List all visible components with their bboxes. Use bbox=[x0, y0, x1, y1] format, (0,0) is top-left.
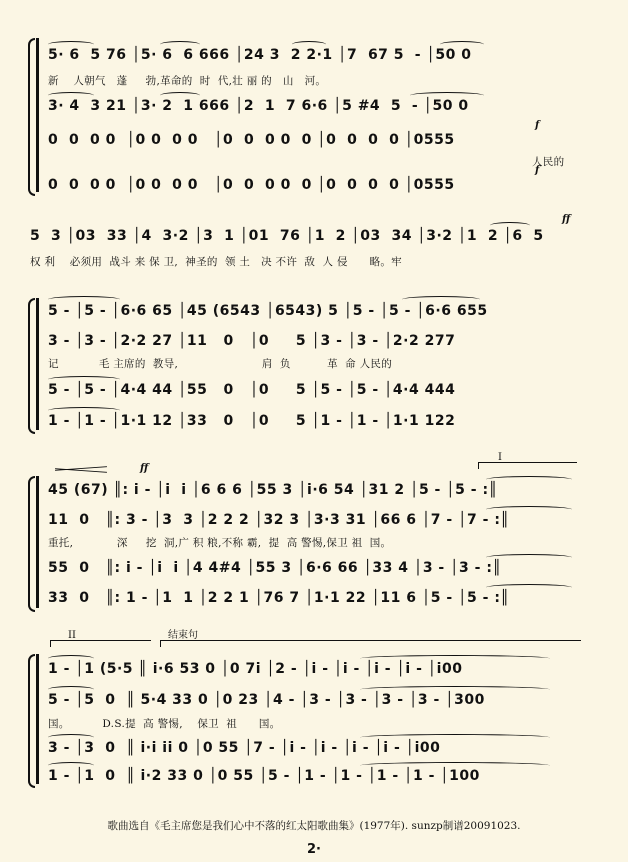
lyric-line: 新 人朝气 蓬 勃,革命的 时 代,壮 丽 的 山 河。 bbox=[48, 75, 327, 87]
dynamic-fortissimo: ff bbox=[140, 463, 149, 474]
volta-label: I bbox=[498, 452, 502, 463]
slur bbox=[486, 506, 572, 513]
notation-line: 5 - │5 - │6·6 65 │45 (6543 │6543) 5 │5 - │5 - │6·6 655 bbox=[48, 303, 488, 319]
slur bbox=[440, 41, 484, 48]
slur bbox=[48, 296, 120, 303]
slur bbox=[360, 734, 550, 741]
notation-line: 1 - │1 (5·5 ║ i·6 53 0 │0 7i │2 - │i - │i - │i - │i - │i00 bbox=[48, 661, 463, 677]
volta-bracket-1 bbox=[478, 462, 577, 469]
slur bbox=[360, 655, 550, 662]
notation-line: 3 - │3 0 ║ i·i ii 0 │0 55 │7 - │i - │i - │i - │i - │i00 bbox=[48, 740, 441, 756]
notation-line: 3 - │3 - │2·2 27 │11 0 │0 5 │3 - │3 - │2·2 277 bbox=[48, 333, 456, 349]
volta-bracket-2 bbox=[50, 640, 151, 647]
slur bbox=[490, 222, 530, 229]
system-bracket bbox=[36, 476, 39, 608]
slur bbox=[410, 92, 484, 99]
volta-label: II bbox=[68, 630, 76, 641]
notation-line: 5 - │5 0 ║ 5·4 33 0 │0 23 │4 - │3 - │3 - │3 - │3 - │300 bbox=[48, 692, 485, 708]
dynamic-forte: f bbox=[535, 165, 540, 176]
slur bbox=[48, 655, 94, 662]
notation-line: 5· 6 5 76 │5· 6 6 666 │24 3 2 2·1 │7 67 5 - │50 0 bbox=[48, 47, 472, 63]
slur bbox=[486, 584, 572, 591]
coda-label: 结束句 bbox=[168, 630, 198, 641]
slur bbox=[292, 41, 326, 48]
notation-line: 3· 4 3 21 │3· 2 1 666 │2 1 7 6·6 │5 #4 5 - │50 0 bbox=[48, 98, 469, 114]
slur bbox=[486, 554, 572, 561]
system-brace bbox=[28, 476, 35, 612]
slur bbox=[48, 407, 120, 414]
system-brace bbox=[28, 298, 35, 434]
slur bbox=[48, 734, 94, 741]
notation-line: 1 - │1 0 ║ i·2 33 0 │0 55 │5 - │1 - │1 - │1 - │1 - │100 bbox=[48, 768, 480, 784]
slur bbox=[360, 762, 550, 769]
notation-line: 33 0 ║: 1 - │1 1 │2 2 1 │76 7 │1·1 22 │11 6 │5 - │5 - :║ bbox=[48, 590, 510, 606]
notation-line: 45 (67) ║: i - │i i │6 6 6 │55 3 │i·6 54 │31 2 │5 - │5 - :║ bbox=[48, 482, 498, 498]
notation-line: 5 - │5 - │4·4 44 │55 0 │0 5 │5 - │5 - │4·4 444 bbox=[48, 382, 456, 398]
slur bbox=[48, 762, 94, 769]
slur bbox=[402, 296, 480, 303]
notation-line: 1 - │1 - │1·1 12 │33 0 │0 5 │1 - │1 - │1·1 122 bbox=[48, 413, 456, 429]
lyric-line: 重托, 深 挖 洞,广 积 粮,不称 霸, 提 高 警惕,保卫 祖 国。 bbox=[48, 537, 392, 549]
notation-line: 55 0 ║: i - │i i │4 4#4 │55 3 │6·6 66 │33 4 │3 - │3 - :║ bbox=[48, 560, 502, 576]
lyric-line: 权 利 必须用 战斗 来 保 卫, 神圣的 领 土 决 不许 敌 人 侵 略。牢 bbox=[30, 256, 402, 268]
slur bbox=[360, 686, 550, 693]
slur bbox=[160, 41, 200, 48]
lyric-line: 人民的 bbox=[532, 156, 565, 168]
system-bracket bbox=[36, 38, 39, 192]
slur bbox=[486, 476, 572, 483]
notation-line: 5 3 │03 33 │4 3·2 │3 1 │01 76 │1 2 │03 34 │3·2 │1 2 │6 5 bbox=[30, 228, 544, 244]
system-brace bbox=[28, 654, 35, 788]
system-brace bbox=[28, 38, 35, 196]
system-bracket bbox=[36, 298, 39, 430]
notation-line: 0 0 0 0 │0 0 0 0 │0 0 0 0 0 │0 0 0 0 │0555 bbox=[48, 132, 455, 148]
dynamic-fortissimo: ff bbox=[562, 214, 571, 225]
coda-bracket bbox=[160, 640, 581, 647]
notation-line: 0 0 0 0 │0 0 0 0 │0 0 0 0 0 │0 0 0 0 │0555 bbox=[48, 177, 455, 193]
slur bbox=[48, 686, 94, 693]
notation-line: 11 0 ║: 3 - │3 3 │2 2 2 │32 3 │3·3 31 │66 6 │7 - │7 - :║ bbox=[48, 512, 510, 528]
slur bbox=[48, 92, 94, 99]
system-bracket bbox=[36, 654, 39, 784]
slur bbox=[48, 376, 120, 383]
page-number: 2· bbox=[307, 842, 321, 857]
lyric-line: 国。 D.S.提 高 警惕, 保卫 祖 国。 bbox=[48, 718, 281, 730]
dynamic-forte: f bbox=[535, 120, 540, 131]
slur bbox=[160, 92, 200, 99]
lyric-line: 记 毛 主席的 教导, 肩 负 革 命 人民的 bbox=[48, 358, 392, 370]
slur bbox=[48, 41, 94, 48]
source-footnote: 歌曲选自《毛主席您是我们心中不落的红太阳歌曲集》(1977年). sunzp制谱20091023. bbox=[107, 820, 521, 832]
